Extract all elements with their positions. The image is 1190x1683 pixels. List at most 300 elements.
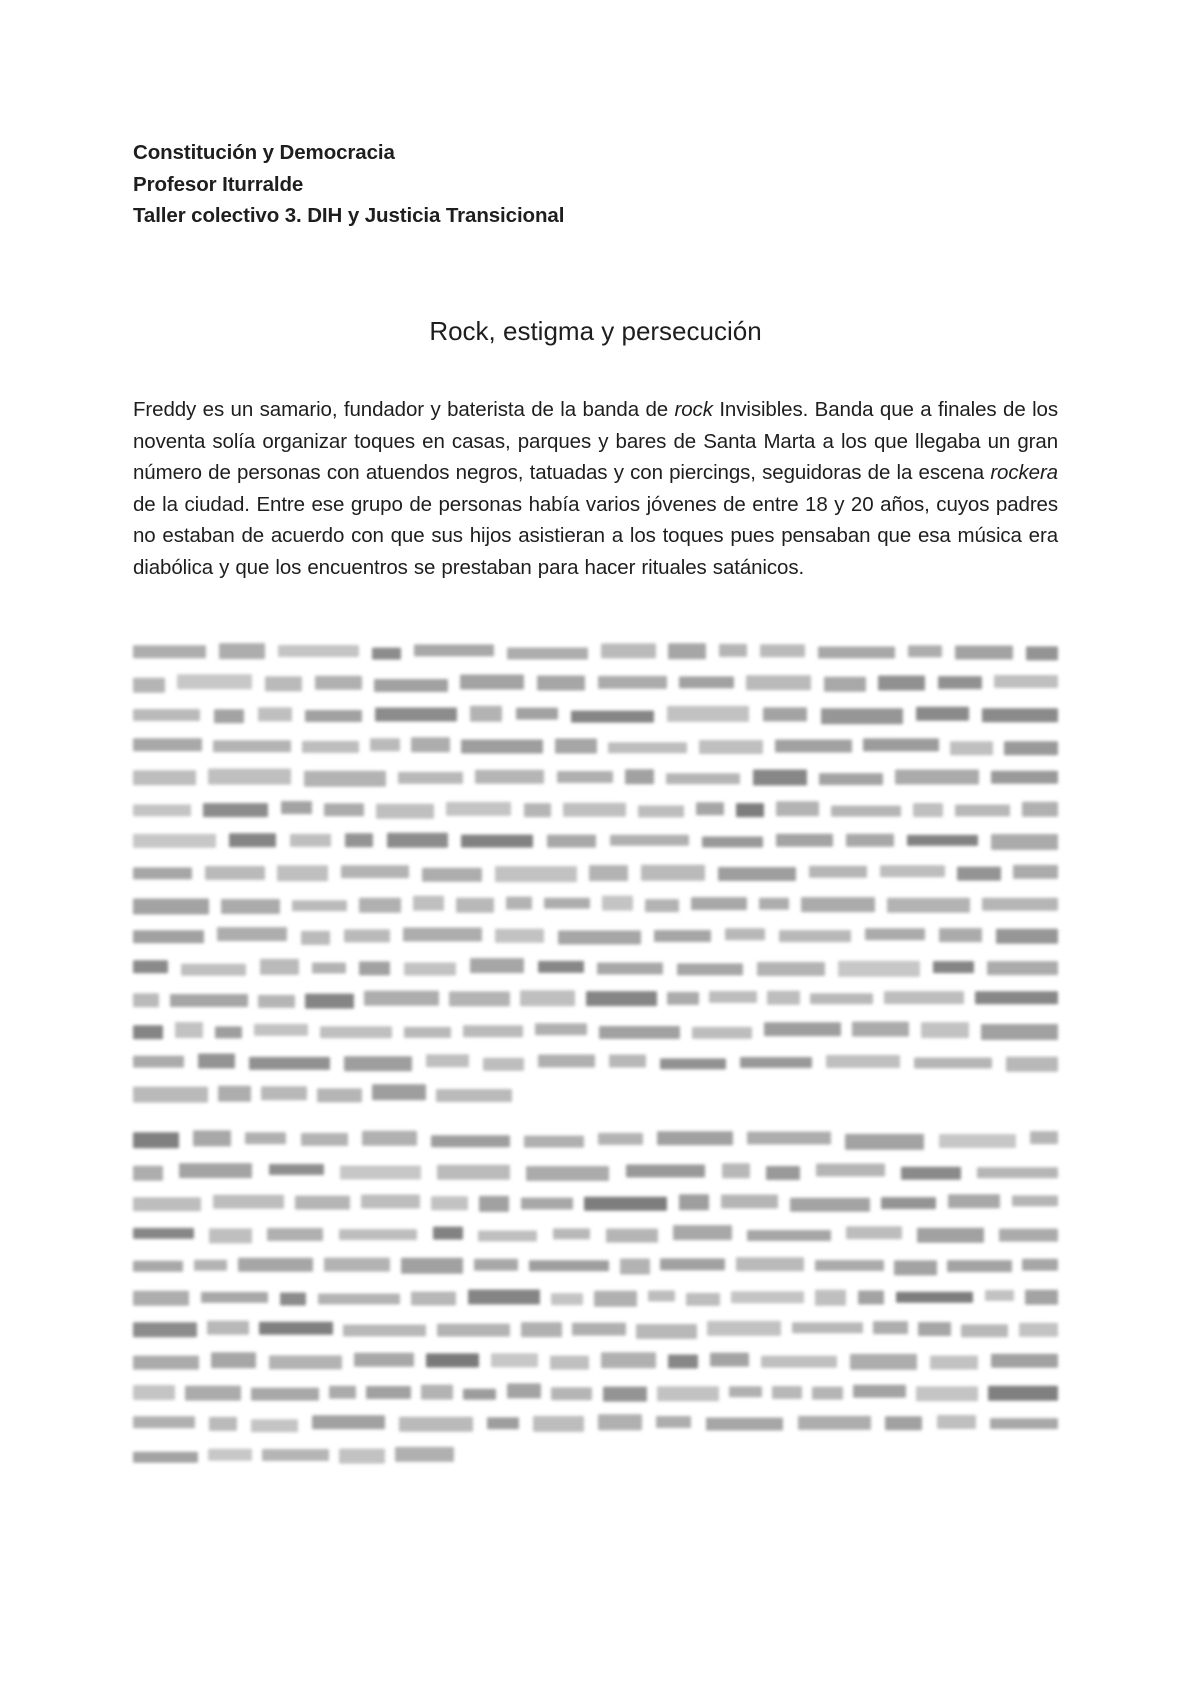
text-run: Freddy es un samario, fundador y baterista de la banda de	[133, 398, 675, 421]
blurred-word	[387, 833, 449, 848]
blurred-word	[710, 1352, 749, 1367]
blurred-word	[436, 1089, 512, 1102]
blurred-word	[463, 1388, 497, 1400]
blurred-word	[686, 1293, 720, 1306]
blurred-word	[638, 805, 684, 817]
blurred-word	[692, 1027, 752, 1040]
blurred-word	[846, 1227, 901, 1239]
blurred-word	[816, 1164, 885, 1176]
header-line-course: Constitución y Democracia	[133, 141, 395, 164]
blurred-word	[277, 866, 328, 881]
blurred-word	[446, 801, 511, 816]
blurred-word	[815, 1260, 884, 1271]
blurred-word	[133, 709, 200, 722]
blurred-text-line	[133, 1314, 1058, 1346]
blurred-word	[411, 737, 451, 753]
blurred-word	[203, 803, 268, 818]
blurred-word	[725, 928, 765, 940]
blurred-text-line	[133, 636, 1058, 668]
blurred-word	[312, 1416, 385, 1429]
blurred-word	[463, 1025, 524, 1037]
blurred-word	[933, 961, 974, 973]
blurred-text-line	[133, 889, 1058, 921]
blurred-word	[863, 738, 939, 752]
blurred-word	[133, 738, 202, 751]
blurred-word	[426, 1055, 469, 1067]
blurred-word	[374, 679, 447, 691]
blurred-word	[495, 929, 544, 943]
blurred-word	[219, 643, 265, 659]
blurred-word	[667, 706, 749, 722]
blurred-word	[404, 1027, 451, 1038]
blurred-word	[175, 1022, 203, 1038]
blurred-word	[376, 804, 434, 819]
blurred-text-line	[133, 920, 1058, 952]
blurred-word	[763, 707, 808, 721]
blurred-word	[251, 1388, 319, 1401]
blurred-word	[846, 834, 894, 847]
blurred-word	[521, 1197, 573, 1209]
blurred-word	[991, 1354, 1058, 1368]
blurred-word	[208, 1448, 252, 1460]
blurred-word	[292, 900, 347, 911]
blurred-word	[280, 1293, 306, 1306]
blurred-word	[779, 930, 852, 942]
blurred-word	[553, 1228, 591, 1239]
blurred-word	[865, 928, 925, 940]
blurred-word	[133, 994, 159, 1008]
blurred-word	[372, 1084, 426, 1100]
blurred-word	[133, 1087, 208, 1103]
blurred-word	[324, 803, 363, 816]
blurred-word	[955, 645, 1013, 659]
blurred-word	[413, 896, 444, 911]
blurred-text-line	[133, 1345, 1058, 1377]
blurred-word	[179, 1163, 253, 1178]
blurred-word	[170, 994, 249, 1007]
blurred-word	[251, 1419, 298, 1432]
blurred-word	[718, 867, 796, 882]
blurred-word	[641, 865, 705, 880]
blurred-word	[885, 1416, 922, 1430]
blurred-word	[516, 707, 558, 719]
blurred-text-line	[133, 1078, 1058, 1110]
blurred-word	[881, 1197, 936, 1210]
blurred-word	[491, 1353, 537, 1366]
blurred-word	[535, 1023, 587, 1036]
blurred-word	[526, 1166, 609, 1181]
blurred-word	[479, 1196, 509, 1211]
blurred-word	[339, 1449, 385, 1464]
blurred-word	[456, 898, 494, 913]
blurred-word	[1025, 1290, 1057, 1305]
blurred-word	[362, 1131, 417, 1146]
blurred-word	[598, 676, 667, 689]
blurred-word	[838, 961, 920, 977]
blurred-word	[366, 1386, 410, 1399]
blurred-word	[818, 646, 895, 658]
blurred-word	[304, 771, 386, 787]
blurred-word	[133, 646, 206, 659]
paragraph-3-blurred-illegible	[133, 1124, 1058, 1472]
blurred-word	[602, 896, 633, 910]
blurred-word	[977, 1167, 1058, 1179]
blurred-word	[599, 1026, 681, 1039]
blurred-word	[475, 770, 545, 784]
blurred-word	[506, 896, 532, 910]
blurred-word	[411, 1291, 456, 1305]
blurred-word	[305, 994, 354, 1008]
blurred-word	[370, 738, 400, 751]
blurred-word	[990, 1418, 1058, 1429]
blurred-word	[767, 991, 800, 1005]
blurred-word	[133, 834, 216, 848]
blurred-word	[673, 1225, 732, 1239]
blurred-text-line	[133, 699, 1058, 731]
blurred-word	[269, 1356, 343, 1370]
blurred-word	[809, 866, 867, 878]
blurred-word	[660, 1058, 726, 1070]
blurred-word	[260, 959, 299, 975]
blurred-text-line	[133, 731, 1058, 763]
blurred-word	[218, 1086, 251, 1101]
blurred-word	[341, 866, 409, 879]
blurred-word	[654, 930, 711, 942]
blurred-word	[798, 1416, 872, 1429]
blurred-word	[598, 1415, 642, 1431]
blurred-word	[133, 1132, 179, 1148]
blurred-word	[657, 1131, 733, 1145]
blurred-text-line	[133, 1408, 1058, 1440]
blurred-word	[914, 1057, 991, 1069]
blurred-word	[133, 677, 165, 692]
blurred-word	[907, 835, 978, 846]
blurred-word	[133, 1025, 163, 1039]
blurred-word	[198, 1054, 235, 1068]
blurred-word	[996, 928, 1058, 943]
blurred-text-line	[133, 762, 1058, 794]
blurred-word	[324, 1258, 390, 1273]
blurred-word	[721, 1194, 778, 1208]
blurred-word	[133, 1260, 183, 1271]
blurred-word	[133, 1055, 184, 1067]
blurred-word	[722, 1163, 750, 1178]
blurred-word	[213, 1195, 284, 1209]
blurred-word	[258, 708, 292, 721]
blurred-word	[939, 928, 983, 942]
blurred-word	[766, 1166, 800, 1180]
blurred-word	[988, 1386, 1058, 1401]
blurred-word	[821, 709, 903, 724]
blurred-word	[344, 929, 390, 942]
blurred-word	[826, 1055, 901, 1069]
blurred-word	[281, 801, 312, 814]
blurred-word	[850, 1354, 918, 1369]
blurred-word	[208, 769, 291, 785]
blurred-word	[691, 897, 747, 910]
blurred-word	[318, 1294, 400, 1305]
blurred-word	[278, 645, 359, 657]
blurred-word	[608, 742, 687, 753]
blurred-word	[776, 802, 818, 817]
blurred-text-line	[133, 1440, 1058, 1472]
blurred-word	[719, 644, 747, 657]
blurred-word	[133, 1322, 197, 1336]
blurred-text-line	[133, 1015, 1058, 1047]
blurred-text-line	[133, 1187, 1058, 1219]
blurred-word	[772, 1386, 802, 1400]
blurred-word	[985, 1290, 1014, 1301]
blurred-word	[133, 961, 168, 974]
blurred-word	[133, 1166, 163, 1181]
blurred-text-line	[133, 1377, 1058, 1409]
blurred-word	[468, 1290, 540, 1305]
blurred-word	[601, 1352, 656, 1368]
blurred-word	[709, 991, 756, 1003]
blurred-word	[975, 991, 1058, 1004]
blurred-word	[133, 1452, 198, 1463]
blurred-word	[878, 675, 925, 690]
blurred-word	[736, 803, 764, 817]
blurred-word	[930, 1356, 979, 1369]
blurred-word	[181, 964, 246, 976]
blurred-word	[524, 1135, 584, 1147]
blurred-word	[981, 1024, 1058, 1040]
blurred-word	[679, 677, 733, 689]
blurred-word	[917, 1228, 984, 1243]
blurred-text-line	[133, 794, 1058, 826]
blurred-text-line	[133, 857, 1058, 889]
blurred-word	[421, 1385, 453, 1399]
blurred-word	[947, 1260, 1011, 1272]
blurred-word	[201, 1292, 269, 1303]
italic-text-run: rockera	[990, 461, 1058, 484]
blurred-word	[133, 1416, 195, 1429]
blurred-word	[214, 709, 245, 724]
blurred-text-line	[133, 1047, 1058, 1079]
blurred-word	[563, 802, 626, 816]
blurred-word	[520, 991, 575, 1007]
blurred-word	[344, 1056, 411, 1071]
blurred-text-line	[133, 1250, 1058, 1282]
blurred-word	[133, 898, 209, 914]
blurred-word	[401, 1258, 464, 1274]
blurred-word	[736, 1257, 804, 1272]
blurred-word	[597, 962, 663, 974]
blurred-word	[853, 1384, 905, 1398]
blurred-word	[359, 897, 402, 913]
blurred-word	[858, 1290, 885, 1304]
blurred-word	[431, 1135, 510, 1148]
blurred-word	[193, 1130, 231, 1146]
blurred-word	[706, 1417, 784, 1430]
blurred-word	[133, 1291, 189, 1306]
blurred-word	[301, 931, 330, 945]
blurred-word	[626, 1164, 706, 1178]
blurred-word	[133, 770, 196, 785]
blurred-word	[775, 740, 853, 752]
blurred-word	[461, 739, 543, 753]
blurred-word	[133, 1356, 199, 1370]
blurred-word	[258, 994, 295, 1008]
blurred-text-line	[133, 1219, 1058, 1251]
blurred-word	[764, 1022, 841, 1036]
blurred-word	[594, 1291, 637, 1307]
blurred-word	[918, 1322, 951, 1336]
blurred-word	[991, 770, 1058, 783]
blurred-word	[345, 834, 374, 848]
blurred-word	[207, 1321, 249, 1335]
blurred-word	[660, 1258, 725, 1271]
blurred-word	[696, 803, 724, 816]
blurred-word	[185, 1386, 241, 1401]
blurred-word	[982, 898, 1058, 911]
blurred-word	[729, 1386, 762, 1398]
blurred-word	[572, 1322, 626, 1336]
blurred-word	[707, 1321, 782, 1337]
blurred-word	[483, 1058, 525, 1071]
blurred-word	[589, 865, 628, 881]
blurred-word	[667, 991, 699, 1005]
blurred-word	[625, 769, 654, 784]
blurred-word	[948, 1194, 1000, 1208]
blurred-word	[343, 1325, 426, 1337]
blurred-word	[757, 962, 825, 976]
blurred-text-line	[133, 668, 1058, 700]
blurred-word	[211, 1352, 256, 1368]
blurred-word	[819, 773, 883, 785]
blurred-word	[831, 806, 901, 817]
blurred-word	[824, 677, 866, 692]
blurred-word	[537, 676, 585, 691]
blurred-word	[916, 707, 969, 720]
blurred-word	[133, 1385, 175, 1401]
blurred-word	[699, 740, 764, 754]
blurred-word	[908, 645, 942, 657]
blurred-word	[1013, 865, 1058, 880]
blurred-word	[601, 644, 656, 659]
blurred-word	[801, 897, 876, 911]
blurred-word	[938, 676, 982, 690]
blurred-word	[315, 676, 362, 690]
blurred-word	[991, 834, 1058, 850]
blurred-text-line	[133, 1156, 1058, 1188]
text-run: de la ciudad. Entre ese grupo de personas había varios jóvenes de entre 18 y 20 años, cuyos padres no estaban de acuerdo con que sus hijos asistieran a los toques pues pensaban que esa música era diabólica y que los encuentros se prestaban para hacer rituales satánicos.	[133, 492, 1058, 579]
blurred-word	[295, 1196, 349, 1210]
blurred-text-line	[133, 984, 1058, 1016]
blurred-word	[437, 1164, 510, 1180]
blurred-word	[852, 1022, 909, 1037]
blurred-word	[950, 741, 993, 755]
blurred-word	[339, 1229, 418, 1241]
blurred-word	[677, 963, 744, 975]
blurred-word	[524, 803, 551, 817]
blurred-word	[354, 1353, 413, 1366]
blurred-word	[937, 1415, 976, 1429]
blurred-word	[606, 1228, 658, 1242]
blurred-word	[538, 1055, 595, 1068]
blurred-word	[177, 674, 252, 689]
blurred-word	[815, 1290, 846, 1306]
blurred-word	[495, 866, 577, 881]
blurred-word	[761, 1355, 837, 1368]
blurred-word	[265, 676, 303, 691]
blurred-word	[249, 1057, 330, 1071]
blurred-word	[939, 1134, 1016, 1148]
blurred-word	[961, 1324, 1008, 1338]
blurred-word	[999, 1229, 1058, 1241]
blurred-word	[896, 1292, 974, 1303]
blurred-word	[759, 897, 789, 909]
blurred-word	[320, 1026, 392, 1038]
blurred-word	[261, 1086, 307, 1100]
blurred-word	[302, 740, 359, 752]
blurred-word	[895, 769, 979, 784]
blurred-word	[913, 803, 942, 817]
blurred-word	[529, 1260, 609, 1271]
blurred-word	[598, 1133, 642, 1145]
paragraph-2-blurred-illegible	[133, 636, 1058, 1110]
blurred-word	[1026, 646, 1058, 660]
blurred-word	[731, 1291, 804, 1303]
blurred-word	[557, 771, 613, 783]
blurred-word	[395, 1447, 454, 1462]
blurred-word	[558, 931, 641, 945]
blurred-text-line	[133, 1282, 1058, 1314]
blurred-word	[414, 644, 494, 656]
blurred-word	[544, 897, 590, 909]
blurred-word	[209, 1417, 237, 1431]
blurred-word	[221, 899, 280, 914]
text-run: Invisibles. Banda que a finales de los noventa solía organizar toques en casas, parques y bares de Santa Marta a los que llegaba un gran número de personas con atuendos negros, tatuadas y con piercings, seguidoras de la escena	[133, 398, 1058, 484]
blurred-word	[470, 706, 502, 721]
blurred-word	[657, 1387, 719, 1401]
blurred-word	[668, 1354, 698, 1368]
blurred-word	[460, 674, 524, 689]
blurred-word	[584, 1197, 667, 1211]
blurred-word	[312, 963, 346, 974]
blurred-word	[229, 834, 276, 848]
blurred-word	[921, 1022, 968, 1037]
blurred-word	[901, 1166, 961, 1179]
blurred-word	[790, 1198, 870, 1212]
blurred-word	[403, 928, 481, 942]
blurred-word	[1022, 1259, 1058, 1272]
blurred-word	[305, 710, 362, 722]
blurred-word	[1006, 1057, 1058, 1072]
blurred-word	[431, 1197, 468, 1210]
blurred-word	[812, 1386, 844, 1400]
blurred-word	[422, 868, 483, 882]
blurred-word	[538, 961, 584, 973]
blurred-word	[603, 1386, 647, 1402]
blurred-word	[609, 1054, 646, 1067]
blurred-word	[648, 1291, 674, 1302]
blurred-word	[317, 1088, 362, 1102]
blurred-word	[994, 675, 1058, 688]
blurred-word	[267, 1228, 324, 1241]
blurred-word	[521, 1322, 562, 1337]
blurred-word	[470, 958, 525, 973]
blurred-word	[398, 772, 462, 785]
blurred-text-line	[133, 826, 1058, 858]
blurred-word	[213, 740, 291, 752]
blurred-word	[269, 1164, 324, 1176]
blurred-word	[238, 1258, 313, 1272]
blurred-word	[133, 1228, 194, 1239]
blurred-word	[1012, 1196, 1058, 1207]
blurred-word	[679, 1195, 710, 1210]
